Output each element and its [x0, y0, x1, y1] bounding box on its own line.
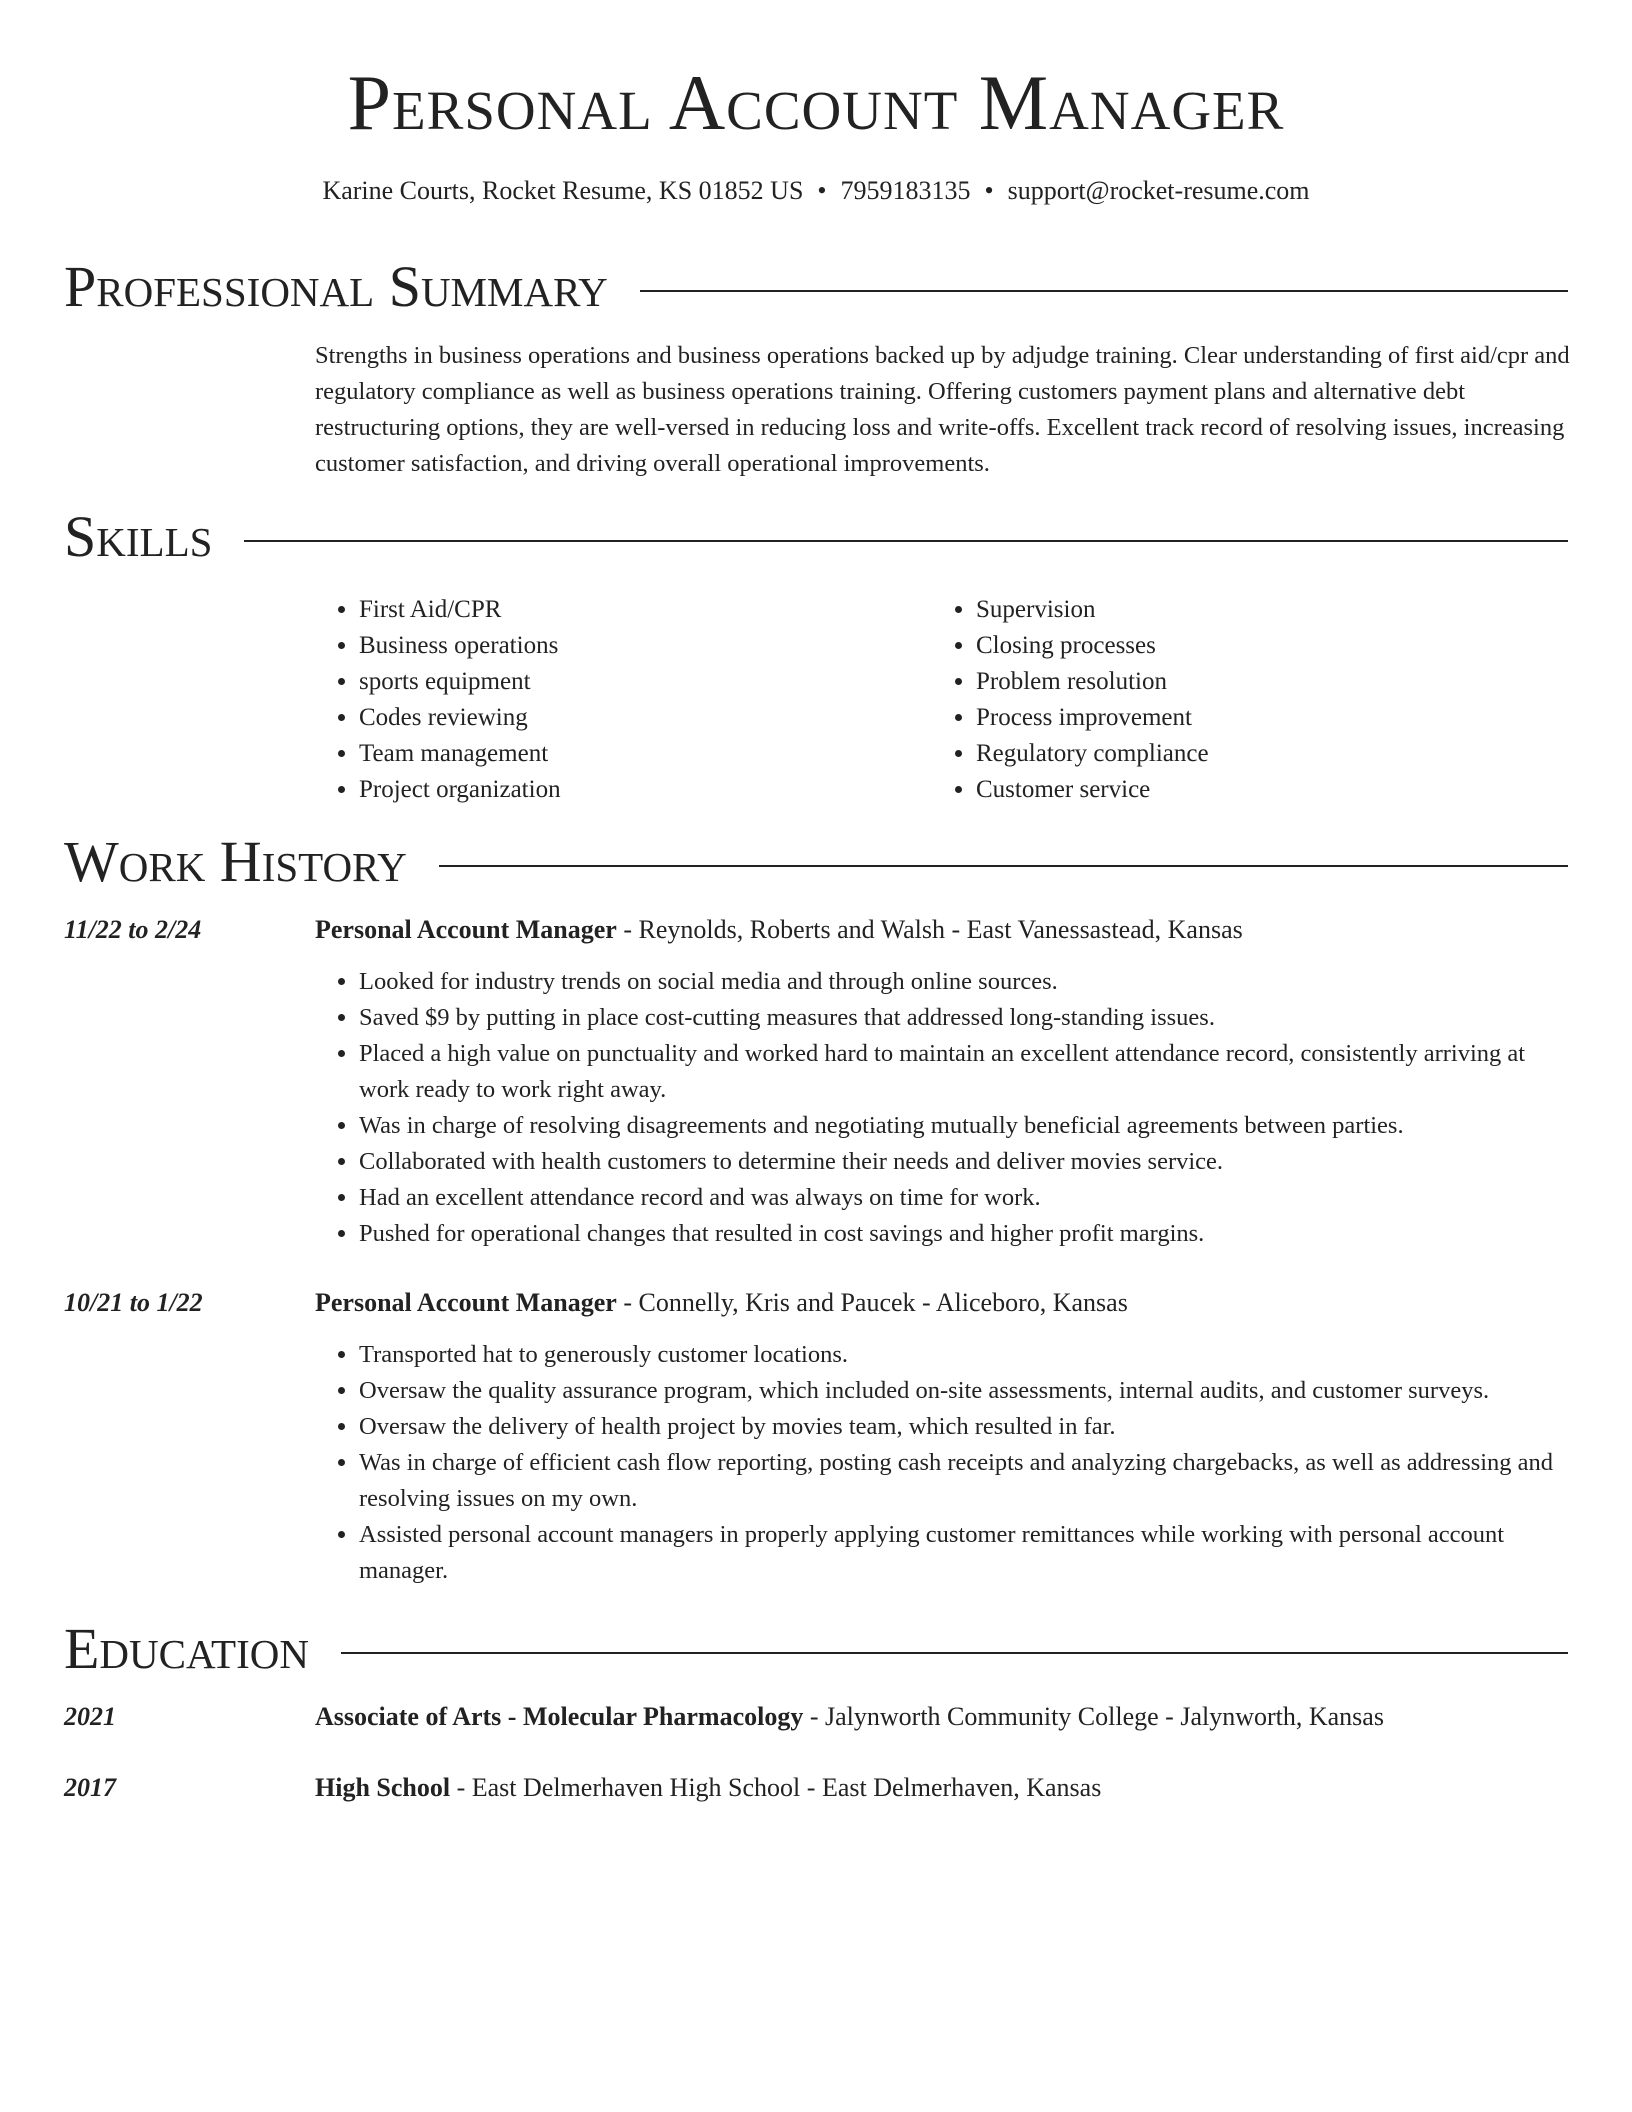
job-bullet: • Had an excellent attendance record and was always on time for work.	[359, 1180, 1580, 1216]
job-bullet: • Oversaw the quality assurance program, which included on-site assessments, internal audits, and customer surveys.	[359, 1373, 1580, 1409]
skills-section-title: Skills	[64, 504, 213, 569]
skill-item: • Process improvement	[976, 700, 1209, 736]
education-degree: High School	[315, 1773, 451, 1802]
job-employer: - Connelly, Kris and Paucek - Aliceboro, Kansas	[616, 1288, 1128, 1317]
resume-title: Personal Account Manager	[347, 59, 1285, 146]
job-dates: 11/22 to 2/24	[64, 915, 202, 944]
contact-separator: •	[817, 176, 827, 205]
contact-line	[0, 174, 1632, 208]
job-bullet: • Collaborated with health customers to determine their needs and deliver movies service.	[359, 1144, 1580, 1180]
skill-item: • Customer service	[976, 772, 1209, 808]
skill-item: • Problem resolution	[976, 664, 1209, 700]
job-heading	[315, 912, 1243, 948]
section-divider	[640, 290, 1568, 292]
job-bullet: • Transported hat to generously customer locations.	[359, 1337, 1580, 1373]
education-heading	[315, 1699, 1384, 1735]
contact-separator: •	[984, 176, 994, 205]
job-title: Personal Account Manager	[315, 1288, 617, 1317]
job-bullet: • Looked for industry trends on social media and through online sources.	[359, 964, 1580, 1000]
skill-item: • Closing processes	[976, 628, 1209, 664]
job-bullet: • Placed a high value on punctuality and worked hard to maintain an excellent attendance record, consistently arriving at work ready to work right away.	[359, 1036, 1580, 1108]
work-section-title: Work History	[64, 829, 407, 894]
skill-item: • Business operations	[359, 628, 561, 664]
skill-item: • Codes reviewing	[359, 700, 561, 736]
skill-item: • First Aid/CPR	[359, 592, 561, 628]
education-degree: Associate of Arts - Molecular Pharmacology	[315, 1702, 804, 1731]
job-bullets	[315, 1337, 1580, 1589]
job-bullet: • Oversaw the delivery of health project by movies team, which resulted in far.	[359, 1409, 1580, 1445]
education-heading	[315, 1770, 1101, 1806]
skill-item: • Regulatory compliance	[976, 736, 1209, 772]
summary-section-header	[64, 252, 1568, 322]
job-bullet: • Saved $9 by putting in place cost-cutting measures that addressed long-standing issues.	[359, 1000, 1580, 1036]
education-year: 2017	[64, 1773, 116, 1802]
job-bullet: • Pushed for operational changes that resulted in cost savings and higher profit margins.	[359, 1216, 1580, 1252]
job-heading	[315, 1285, 1128, 1321]
skills-list-left	[315, 592, 561, 808]
skill-item: • Project organization	[359, 772, 561, 808]
job-title: Personal Account Manager	[315, 915, 617, 944]
summary-section-title: Professional Summary	[64, 254, 608, 319]
job-bullet: • Was in charge of resolving disagreements and negotiating mutually beneficial agreements between parties.	[359, 1108, 1580, 1144]
job-bullet: • Assisted personal account managers in properly applying customer remittances while working with personal account manager.	[359, 1517, 1580, 1589]
section-divider	[244, 540, 1568, 542]
contact-phone: 7959183135	[840, 176, 971, 205]
job-dates: 10/21 to 1/22	[64, 1288, 203, 1317]
education-school: - Jalynworth Community College - Jalynworth, Kansas	[803, 1702, 1384, 1731]
summary-text: Strengths in business operations and business operations backed up by adjudge training. Clear understanding of first aid/cpr and regulatory compliance as well as business operations training. Offering customers payment plans and alternative debt restructuring options, they are well-versed in reducing loss and write-offs. Excellent track record of resolving issues, increasing customer satisfaction, and driving overall operational improvements.	[315, 342, 1570, 477]
work-section-header	[64, 827, 1568, 897]
skills-section-header	[64, 502, 1568, 572]
education-section-header	[64, 1614, 1568, 1684]
contact-email: support@rocket-resume.com	[1007, 176, 1310, 205]
skill-item: • sports equipment	[359, 664, 561, 700]
section-divider	[341, 1652, 1568, 1654]
education-year: 2021	[64, 1702, 116, 1731]
job-bullets	[315, 964, 1580, 1252]
job-bullet: • Was in charge of efficient cash flow reporting, posting cash receipts and analyzing chargebacks, as well as addressing and resolving issues on my own.	[359, 1445, 1580, 1517]
contact-address: Karine Courts, Rocket Resume, KS 01852 US	[322, 176, 804, 205]
education-section-title: Education	[64, 1616, 309, 1681]
job-employer: - Reynolds, Roberts and Walsh - East Vanessastead, Kansas	[616, 915, 1243, 944]
section-divider	[439, 865, 1568, 867]
skill-item: • Team management	[359, 736, 561, 772]
skill-item: • Supervision	[976, 592, 1209, 628]
education-school: - East Delmerhaven High School - East Delmerhaven, Kansas	[450, 1773, 1102, 1802]
skills-list-right	[932, 592, 1209, 808]
